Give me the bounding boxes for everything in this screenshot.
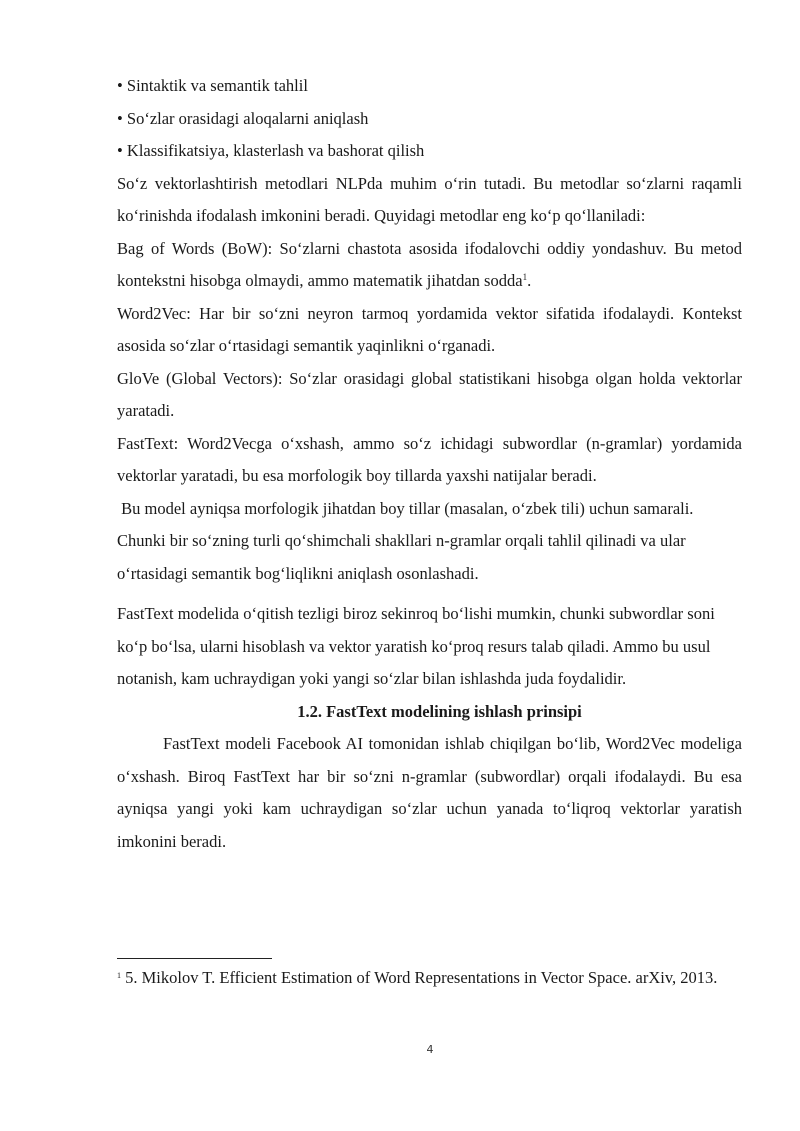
fasttext-morphology-paragraph: Bu model ayniqsa morfologik jihatdan boy tillar (masalan, o‘zbek tili) uchun samarali. Chunki bir so‘zning turli qo‘shimchali shakllari n-gramlar orqali tahlil qilinadi va ular o‘rtasidagi semantik bog‘liqlikni aniqlash osonlashadi. bbox=[117, 498, 698, 583]
footnote-divider bbox=[117, 958, 272, 959]
fasttext-paragraph: FastText: Word2Vecga o‘xshash, ammo so‘z ichidagi subwordlar (n-gramlar) yordamida vektorlar yaratadi, bu esa morfologik boy tillarda yaxshi natijalar beradi. bbox=[117, 433, 742, 485]
fasttext-speed-paragraph: FastText modelida o‘qitish tezligi biroz sekinroq bo‘lishi mumkin, chunki subwordlar soni ko‘p bo‘lsa, ularni hisoblash va vektor yaratish ko‘proq resurs talab qiladi. Ammo bu usul notanish, kam uchraydigan yoki yangi so‘zlar bilan ishlashda juda foydalidir. bbox=[117, 604, 715, 688]
section-heading: 1.2. FastText modelining ishlash prinsipi bbox=[297, 701, 582, 721]
footnote-text: 5. Mikolov T. Efficient Estimation of Word Representations in Vector Space. arXiv, 2013. bbox=[121, 968, 718, 987]
bow-end: . bbox=[527, 271, 532, 290]
bow-paragraph bbox=[117, 233, 742, 298]
word2vec-paragraph: Word2Vec: Har bir so‘zni neyron tarmoq yordamida vektor sifatida ifodalaydi. Kontekst asosida so‘zlar o‘rtasidagi semantik yaqinlikni o‘rganadi. bbox=[117, 303, 742, 355]
bullet-item: • Klassifikatsiya, klasterlash va bashorat qilish bbox=[117, 141, 425, 160]
intro-paragraph: So‘z vektorlashtirish metodlari NLPda muhim o‘rin tutadi. Bu metodlar so‘zlarni raqamli ko‘rinishda ifodalash imkonini beradi. Quyidagi metodlar eng ko‘p qo‘llaniladi: bbox=[117, 173, 742, 225]
document-body bbox=[117, 70, 742, 858]
footnote-reference: 1 bbox=[522, 272, 528, 282]
page-number: 4 bbox=[426, 1043, 434, 1056]
bullet-item: • Sintaktik va semantik tahlil bbox=[117, 76, 308, 95]
bow-text: Bag of Words (BoW): So‘zlarni chastota asosida ifodalovchi oddiy yondashuv. Bu metod kontekstni hisobga olmaydi, ammo matematik jihatdan sodda bbox=[117, 238, 742, 290]
footnote-mark: 1 bbox=[117, 971, 121, 980]
bullet-item: • So‘zlar orasidagi aloqalarni aniqlash bbox=[117, 108, 369, 128]
section-paragraph: FastText modeli Facebook AI tomonidan ishlab chiqilgan bo‘lib, Word2Vec modeliga o‘xshash. Biroq FastText har bir so‘zni n-gramlar (subwordlar) orqali ifodalaydi. Bu esa ayniqsa yangi yoki kam uchraydigan so‘zlar uchun yanada to‘liqroq vektorlar yaratish imkonini beradi. bbox=[117, 734, 742, 851]
glove-paragraph: GloVe (Global Vectors): So‘zlar orasidagi global statistikani hisobga olgan holda vektorlar yaratadi. bbox=[117, 368, 742, 420]
footnote bbox=[117, 962, 742, 993]
